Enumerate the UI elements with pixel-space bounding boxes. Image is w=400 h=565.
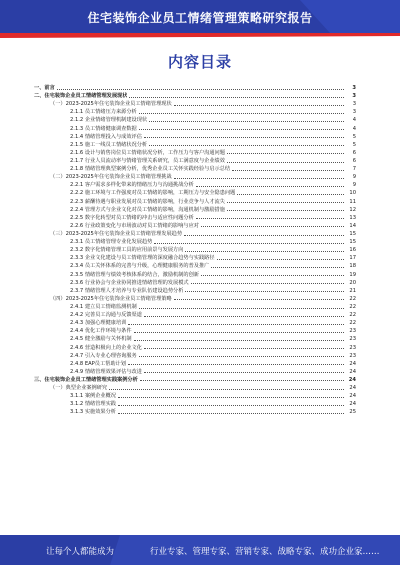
dot-leader	[201, 226, 344, 227]
dot-leader	[217, 259, 344, 260]
toc-entry-page: 22	[349, 295, 356, 302]
toc-entry[interactable]	[34, 173, 356, 181]
toc-entry-page: 3	[352, 93, 356, 100]
toc-entry-page: 24	[349, 393, 356, 400]
dot-leader	[118, 405, 344, 406]
toc-entry[interactable]	[34, 384, 356, 392]
dot-leader	[144, 137, 344, 138]
toc-entry-label: （三）2023-2025年住宅装饰企业员工情绪管理发展趋势	[50, 230, 183, 237]
dot-leader	[134, 332, 344, 333]
toc-entry[interactable]	[34, 262, 356, 270]
toc-entry[interactable]	[34, 149, 356, 157]
toc-entry-page: 23	[349, 336, 356, 343]
toc-entry-page: 16	[349, 247, 356, 254]
toc-entry-label: 2.1.8 情绪管理典型案例分析，优秀企业员工关怀实践经验与启示总结	[70, 166, 231, 173]
toc-entry[interactable]	[34, 392, 356, 400]
toc-entry-label: 2.1.3 员工情绪健康调查数据	[70, 125, 137, 132]
toc-entry-page: 15	[349, 230, 356, 237]
toc-entry-label: 2.1.2 企业情绪管理机制建设现状	[70, 117, 148, 124]
toc-entry-label: （一）典型企业案例研究	[50, 385, 108, 392]
toc-entry-label: 3.1.1 案例企业概况	[70, 393, 116, 400]
dot-leader	[227, 162, 344, 163]
footer-roles: 行业专家、管理专家、营销专家、战略专家、成功企业家……	[150, 547, 380, 557]
dot-leader	[139, 356, 344, 357]
dot-leader	[139, 113, 344, 114]
dot-leader	[227, 202, 344, 203]
dot-leader	[118, 397, 344, 398]
toc-entry[interactable]	[34, 376, 356, 384]
toc-entry[interactable]	[34, 287, 356, 295]
toc-entry-label: 2.2.6 行业政策变化与市场波动对员工情绪的影响与应对	[70, 222, 199, 229]
dot-leader	[128, 324, 344, 325]
toc-entry[interactable]	[34, 271, 356, 279]
toc-entry-page: 14	[349, 222, 356, 229]
toc-entry[interactable]	[34, 189, 356, 197]
toc-entry[interactable]	[34, 222, 356, 230]
dot-leader	[196, 218, 344, 219]
toc-entry-label: （二）2023-2025年住宅装饰企业员工情绪管理挑战	[50, 174, 172, 181]
toc-entry-label: 2.4.9 情绪管理效果评估与改进	[70, 368, 142, 375]
toc-entry-page: 4	[352, 125, 356, 132]
toc-entry[interactable]	[34, 133, 356, 141]
dot-leader	[129, 97, 344, 98]
toc-entry-page: 9	[352, 182, 356, 189]
toc-entry[interactable]	[34, 327, 356, 335]
toc-entry-label: 2.3.6 行业协会与企业协同推进情绪管理的发展模式	[70, 279, 189, 286]
toc-entry[interactable]	[34, 230, 356, 238]
toc-entry[interactable]	[34, 198, 356, 206]
toc-entry-page: 24	[349, 401, 356, 408]
footer-banner	[0, 535, 400, 565]
toc-entry-page: 24	[349, 360, 356, 367]
toc-entry-page: 17	[349, 255, 356, 262]
toc-entry-label: 2.2.2 施工环境与工作强度对员工情绪的影响，工期压力与安全隐患问题	[70, 190, 236, 197]
toc-entry-label: 2.2.5 数字化转型对员工情绪的冲击与适应性问题分析	[70, 214, 194, 221]
dot-leader	[109, 389, 344, 390]
toc-entry[interactable]	[34, 368, 356, 376]
toc-entry-label: 2.1.4 情绪管理投入与成效评估	[70, 133, 142, 140]
toc-entry[interactable]	[34, 360, 356, 368]
dot-leader	[185, 251, 344, 252]
dot-leader	[201, 275, 344, 276]
dot-leader	[211, 267, 344, 268]
toc-entry-page: 12	[349, 206, 356, 213]
dot-leader	[57, 89, 344, 90]
toc-entry-page: 19	[349, 271, 356, 278]
toc-entry[interactable]	[34, 344, 356, 352]
toc-entry-label: 三、住宅装饰企业员工情绪管理实践案例分析	[34, 376, 138, 383]
header-banner	[0, 0, 400, 38]
toc-entry-label: 2.3.4 员工关怀体系的完善与升级，心理健康服务的普及推广	[70, 263, 210, 270]
toc-entry-label: 2.4.3 加强心理健康培训	[70, 320, 127, 327]
toc-entry-page: 21	[349, 287, 356, 294]
toc-entry-page: 9	[352, 174, 356, 181]
toc-entry-label: 2.1.7 行业人员流动率与情绪管理关系研究，员工满意度与企业绩效	[70, 157, 225, 164]
toc-entry-page: 5	[352, 141, 356, 148]
toc-entry-label: 2.1.5 施工一线员工情绪状况分析	[70, 141, 148, 148]
dot-leader	[144, 348, 344, 349]
toc-entry-page: 3	[352, 101, 356, 108]
toc-entry-page: 13	[349, 214, 356, 221]
toc-entry[interactable]	[34, 295, 356, 303]
toc-entry-label: 2.2.3 薪酬待遇与职业发展对员工情绪的影响，行业竞争与人才流失	[70, 198, 225, 205]
toc-entry-label: 2.4.8 EAP员工帮助计划	[70, 360, 126, 367]
dot-leader	[144, 316, 344, 317]
dot-leader	[149, 121, 344, 122]
toc-entry[interactable]	[34, 165, 356, 173]
toc-entry-page: 24	[349, 385, 356, 392]
dot-leader	[139, 308, 344, 309]
toc-entry[interactable]	[34, 214, 356, 222]
toc-entry-label: 2.4.7 引入专业心理咨询服务	[70, 352, 137, 359]
toc-entry-page: 23	[349, 344, 356, 351]
toc-entry-label: 2.4.2 完善员工沟通与反馈渠道	[70, 312, 142, 319]
toc-entry-page: 7	[352, 166, 356, 173]
toc-entry-label: 2.3.1 员工情绪管理专业化发展趋势	[70, 239, 153, 246]
toc-entry[interactable]	[34, 157, 356, 165]
toc-entry-label: 2.1.1 员工情绪压力来源分析	[70, 109, 137, 116]
dot-leader	[149, 145, 344, 146]
toc-entry[interactable]	[34, 335, 356, 343]
dot-leader	[134, 340, 344, 341]
toc-entry[interactable]	[34, 92, 356, 100]
toc-entry[interactable]	[34, 108, 356, 116]
toc-entry[interactable]	[34, 352, 356, 360]
toc-entry-page: 23	[349, 328, 356, 335]
dot-leader	[185, 291, 344, 292]
dot-leader	[191, 283, 344, 284]
toc-entry[interactable]	[34, 311, 356, 319]
toc-entry-label: 一、前言	[34, 85, 55, 91]
toc-entry-page: 10	[349, 190, 356, 197]
toc-entry-page: 22	[349, 303, 356, 310]
toc-entry-page: 22	[349, 320, 356, 327]
toc-entry-label: （四）2023-2025年住宅装饰企业员工情绪管理策略	[50, 295, 172, 302]
dot-leader	[174, 105, 344, 106]
toc-entry-label: 2.3.3 企业文化建设与员工情绪管理的深度融合趋势与实践路径	[70, 255, 215, 262]
dot-leader	[118, 413, 344, 414]
toc-entry-label: 3.1.2 情绪管理实践	[70, 401, 116, 408]
dot-leader	[154, 243, 344, 244]
toc-entry-page: 23	[349, 352, 356, 359]
toc-entry-page: 24	[349, 368, 356, 375]
dot-leader	[227, 153, 344, 154]
toc-entry-label: （一）2023-2025年住宅装饰企业员工情绪管理现状	[50, 101, 172, 108]
toc-entry-label: 2.3.7 情绪管理人才培养与专业队伍建设趋势分析	[70, 287, 184, 294]
toc-entry-page: 4	[352, 117, 356, 124]
toc-entry[interactable]	[34, 141, 356, 149]
dot-leader	[128, 364, 344, 365]
footer-slogan: 让每个人都能成为	[46, 547, 115, 557]
toc-entry[interactable]	[34, 206, 356, 214]
dot-leader	[174, 299, 344, 300]
dot-leader	[140, 380, 344, 381]
dot-leader	[139, 129, 344, 130]
toc-entry-label: 2.4.5 健全激励与关怀机制	[70, 336, 132, 343]
toc-entry[interactable]	[34, 181, 356, 189]
toc-entry[interactable]	[34, 400, 356, 408]
dot-leader	[144, 372, 344, 373]
toc-entry[interactable]	[34, 408, 356, 416]
dot-leader	[196, 186, 344, 187]
toc-entry-page: 18	[349, 263, 356, 270]
toc-entry-page: 15	[349, 239, 356, 246]
toc-entry-page: 20	[349, 279, 356, 286]
table-of-contents	[34, 84, 356, 416]
toc-entry-page: 5	[352, 133, 356, 140]
toc-entry-label: 2.3.5 情绪管理与绩效考核体系的结合，激励机制的创新	[70, 271, 199, 278]
toc-entry-page: 3	[352, 85, 356, 91]
toc-entry-page: 11	[349, 198, 356, 205]
toc-entry[interactable]	[34, 319, 356, 327]
dot-leader	[184, 235, 344, 236]
toc-entry-label: 3.1.3 实施效果分析	[70, 409, 116, 416]
toc-entry[interactable]	[34, 84, 356, 92]
toc-entry-label: 2.2.1 客户需求多样化带来的情绪压力与沟通挑战分析	[70, 182, 194, 189]
toc-entry[interactable]	[34, 246, 356, 254]
toc-entry[interactable]	[34, 116, 356, 124]
toc-entry-page: 6	[352, 157, 356, 164]
toc-entry-page: 22	[349, 312, 356, 319]
toc-entry[interactable]	[34, 238, 356, 246]
toc-entry[interactable]	[34, 125, 356, 133]
dot-leader	[227, 210, 344, 211]
toc-entry-page: 3	[352, 109, 356, 116]
dot-leader	[174, 178, 344, 179]
toc-entry-label: 二、住宅装饰企业员工情绪管理发展现状	[34, 93, 128, 100]
toc-entry-page: 24	[348, 376, 356, 383]
toc-entry[interactable]	[34, 100, 356, 108]
toc-title: 内容目录	[167, 53, 232, 71]
toc-entry[interactable]	[34, 279, 356, 287]
dot-leader	[232, 170, 344, 171]
toc-entry-label: 2.4.4 优化工作环境与条件	[70, 328, 132, 335]
toc-entry-label: 2.4.1 建立员工情绪监测机制	[70, 303, 137, 310]
dot-leader	[237, 194, 344, 195]
toc-entry-label: 2.4.6 营造积极向上的企业文化	[70, 344, 142, 351]
toc-entry[interactable]	[34, 303, 356, 311]
toc-entry-label: 2.1.6 设计与销售岗位员工情绪状况分析，工作压力与客户沟通问题	[70, 149, 225, 156]
toc-entry[interactable]	[34, 254, 356, 262]
report-title: 住宅装饰企业员工情绪管理策略研究报告	[87, 11, 313, 25]
toc-entry-page: 25	[349, 409, 356, 416]
toc-entry-label: 2.3.2 数字化情绪管理工具的应用前景与发展方向	[70, 247, 184, 254]
toc-entry-page: 6	[352, 149, 356, 156]
toc-entry-label: 2.2.4 管理方式与企业文化对员工情绪的影响，沟通机制与激励措施	[70, 206, 225, 213]
